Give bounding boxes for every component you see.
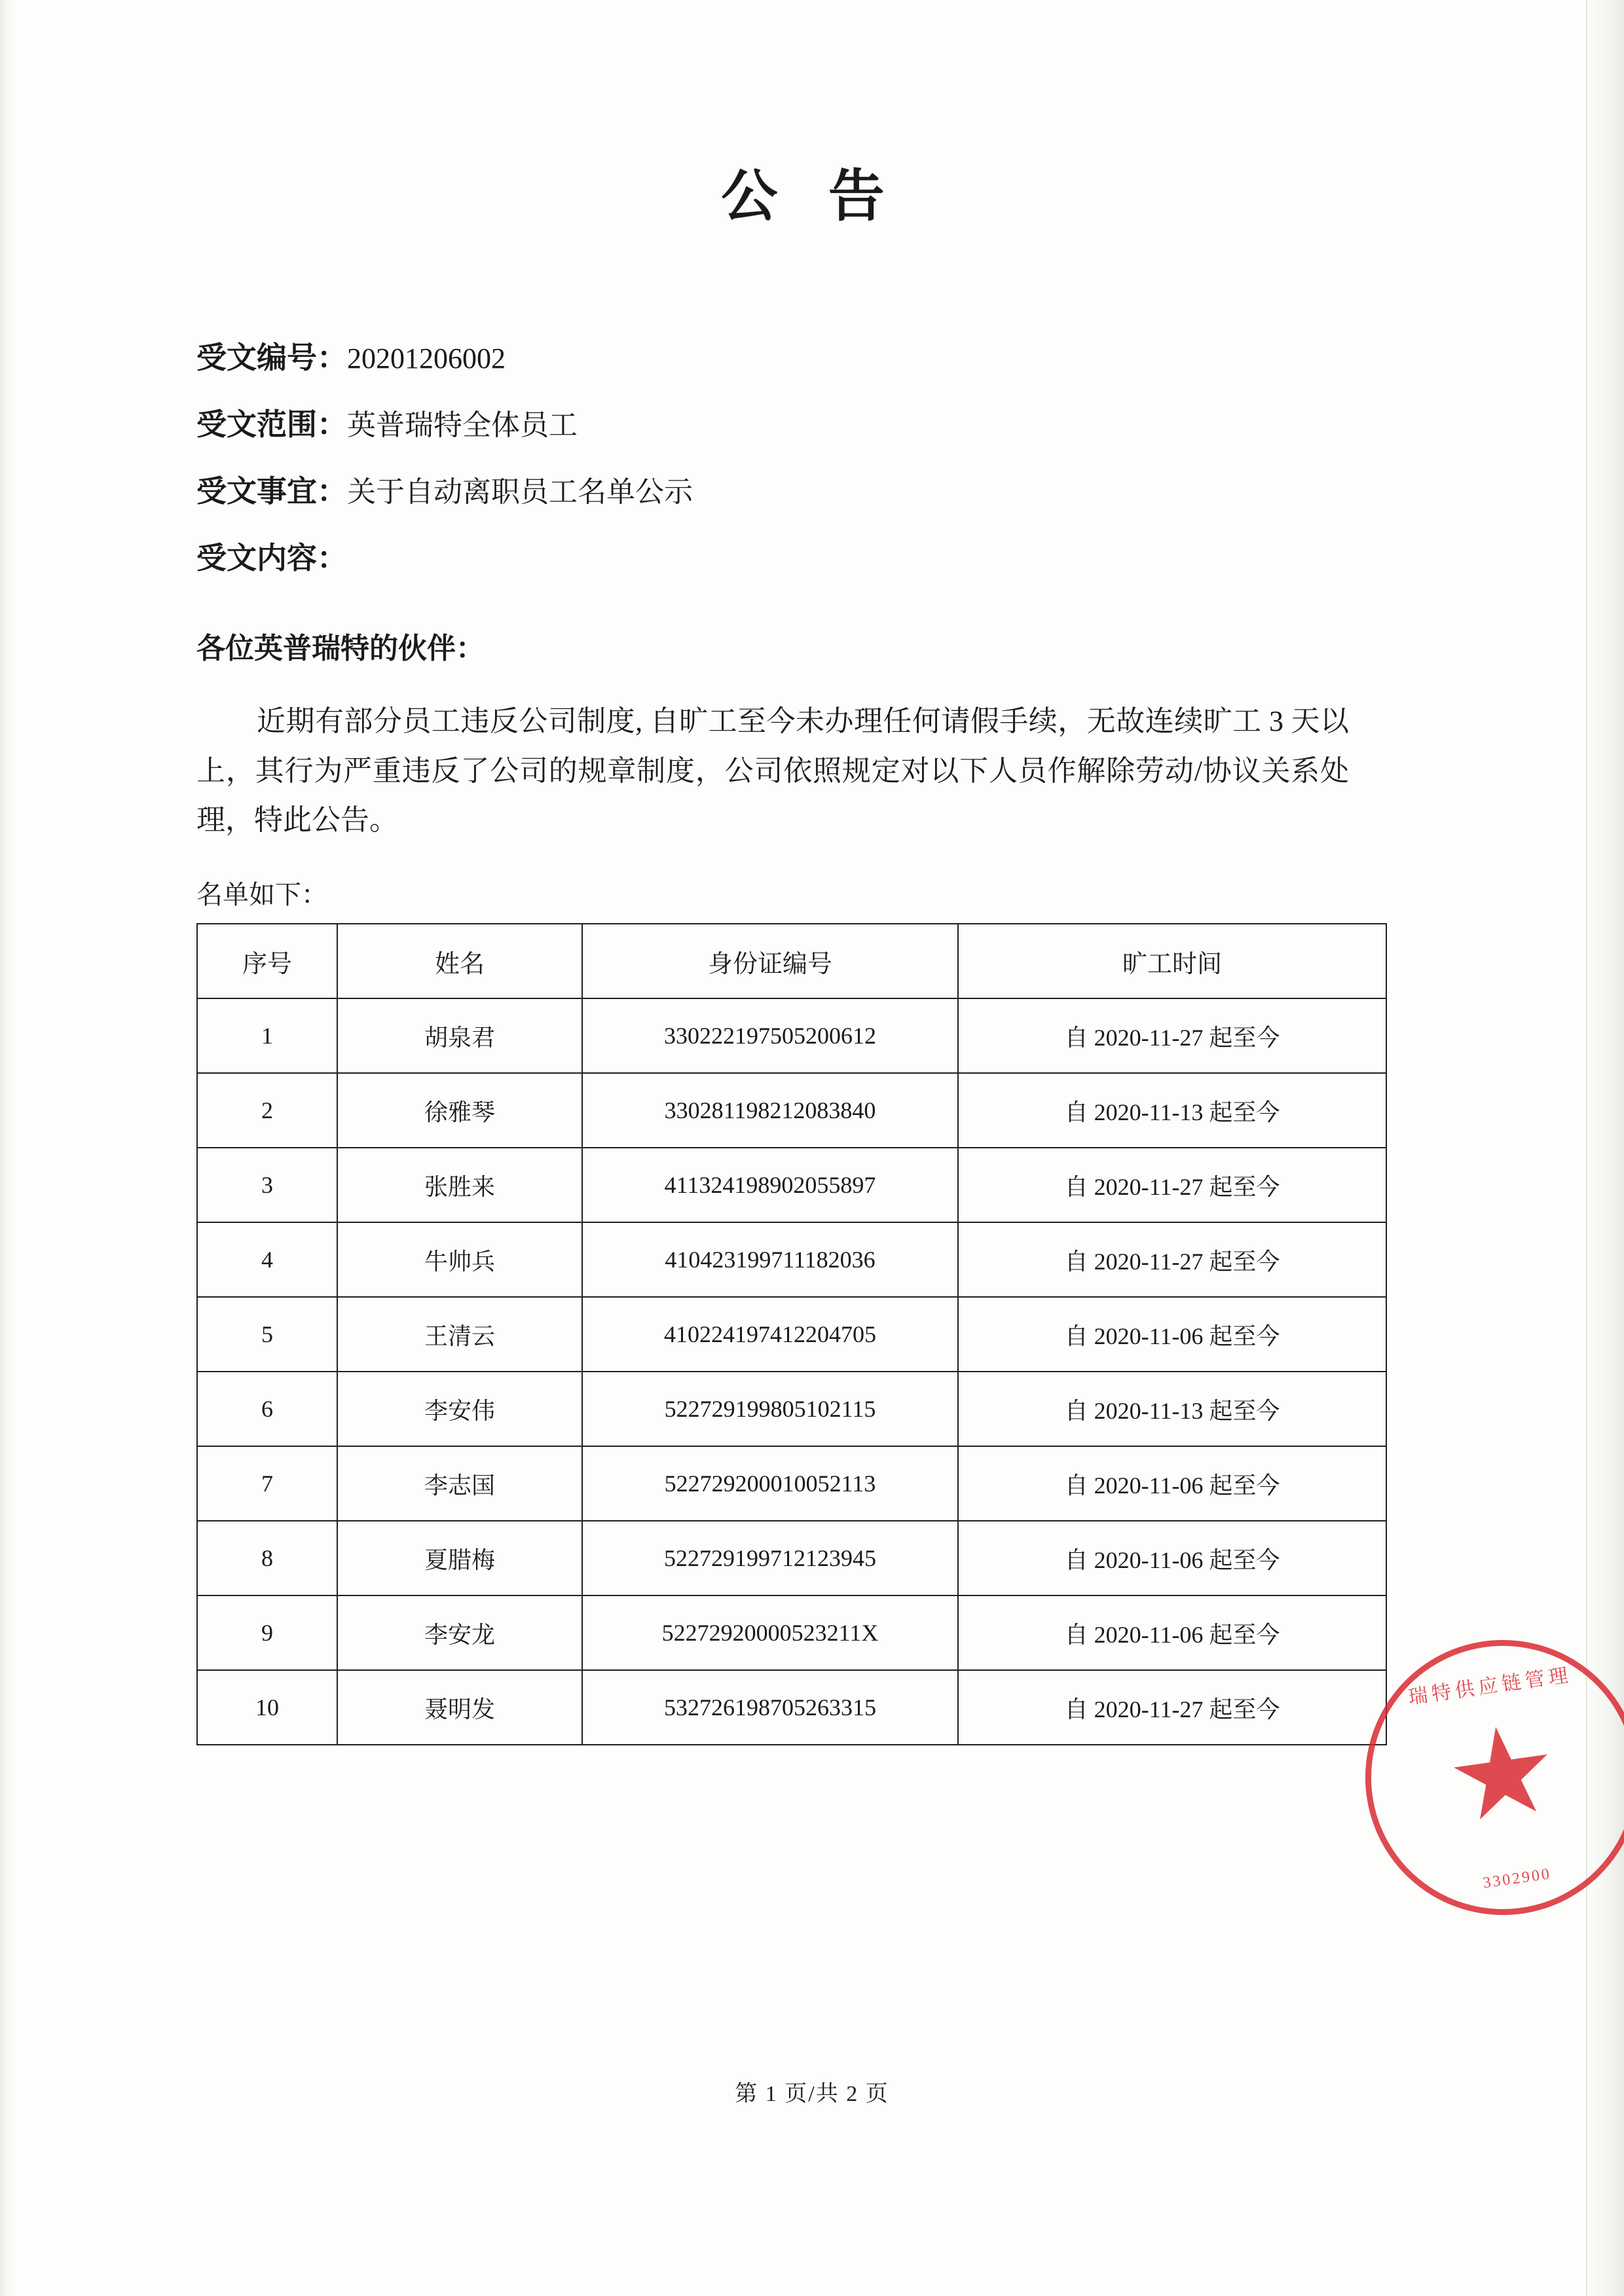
- cell-date: 自 2020-11-27 起至今: [958, 1670, 1386, 1745]
- cell-name: 李安龙: [337, 1595, 582, 1670]
- cell-name: 张胜来: [337, 1148, 582, 1222]
- star-icon: [1447, 1720, 1558, 1831]
- body-paragraph: 近期有部分员工违反公司制度, 自旷工至今未办理任何请假手续，无故连续旷工 3 天以上，其行为严重违反了公司的规章制度，公司依照规定对以下人员作解除劳动/协议关系处理，特此公告。: [196, 705, 1349, 837]
- table-row: [197, 1297, 1386, 1372]
- meta-row-document-number: [196, 343, 1428, 373]
- cell-date: 自 2020-11-27 起至今: [958, 1222, 1386, 1297]
- cell-date: 自 2020-11-13 起至今: [958, 1372, 1386, 1446]
- cell-index: 2: [197, 1073, 337, 1148]
- cell-name: 聂明发: [337, 1670, 582, 1745]
- cell-index: 8: [197, 1521, 337, 1595]
- cell-id: 52272920000523211X: [582, 1595, 958, 1670]
- cell-name: 徐雅琴: [337, 1073, 582, 1148]
- cell-id: 410423199711182036: [582, 1222, 958, 1297]
- cell-name: 李安伟: [337, 1372, 582, 1446]
- cell-name: 夏腊梅: [337, 1521, 582, 1595]
- roster-table: [196, 923, 1387, 1745]
- cell-name: 王清云: [337, 1297, 582, 1372]
- cell-date: 自 2020-11-06 起至今: [958, 1595, 1386, 1670]
- cell-index: 4: [197, 1222, 337, 1297]
- cell-index: 7: [197, 1446, 337, 1521]
- list-label: 名单如下：: [196, 880, 327, 910]
- cell-id: 522729199712123945: [582, 1521, 958, 1595]
- cell-date: 自 2020-11-27 起至今: [958, 1148, 1386, 1222]
- table-row: [197, 1073, 1386, 1148]
- document-content: [196, 0, 1428, 1745]
- column-header-absence-time: 旷工时间: [958, 924, 1386, 998]
- table-row: [197, 998, 1386, 1073]
- table-row: [197, 1372, 1386, 1446]
- cell-date: 自 2020-11-13 起至今: [958, 1073, 1386, 1148]
- meta-value-subject: 关于自动离职员工名单公示: [347, 476, 693, 508]
- cell-id: 410224197412204705: [582, 1297, 958, 1372]
- meta-row-subject: [196, 477, 1428, 507]
- cell-name: 牛帅兵: [337, 1222, 582, 1297]
- cell-name: 胡泉君: [337, 998, 582, 1073]
- scan-edge-left: [0, 0, 17, 2296]
- column-header-index: 序号: [197, 924, 337, 998]
- table-row: [197, 1446, 1386, 1521]
- meta-value-scope: 英普瑞特全体员工: [347, 409, 578, 441]
- cell-date: 自 2020-11-06 起至今: [958, 1446, 1386, 1521]
- table-row: [197, 1670, 1386, 1745]
- meta-label-subject: 受文事宜：: [196, 475, 347, 508]
- cell-date: 自 2020-11-06 起至今: [958, 1521, 1386, 1595]
- table-row: [197, 1222, 1386, 1297]
- meta-label-content: 受文内容：: [196, 541, 347, 575]
- cell-index: 5: [197, 1297, 337, 1372]
- seal-bottom-text: 3302900: [1481, 1865, 1553, 1892]
- table-row: [197, 1595, 1386, 1670]
- page-footer: 第 1 页/共 2 页: [735, 2082, 889, 2106]
- salutation: 各位英普瑞特的伙伴：: [196, 632, 485, 665]
- column-header-name: 姓名: [337, 924, 582, 998]
- cell-id: 330281198212083840: [582, 1073, 958, 1148]
- cell-name: 李志国: [337, 1446, 582, 1521]
- meta-value-document-number: 20201206002: [347, 342, 506, 374]
- cell-index: 3: [197, 1148, 337, 1222]
- cell-id: 522729200010052113: [582, 1446, 958, 1521]
- cell-id: 411324198902055897: [582, 1148, 958, 1222]
- meta-label-scope: 受文范围：: [196, 408, 347, 441]
- meta-label-document-number: 受文编号：: [196, 341, 347, 374]
- meta-row-scope: [196, 410, 1428, 440]
- cell-index: 1: [197, 998, 337, 1073]
- cell-id: 522729199805102115: [582, 1372, 958, 1446]
- cell-index: 9: [197, 1595, 337, 1670]
- scan-edge-right: [1585, 0, 1624, 2296]
- table-header-row: [197, 924, 1386, 998]
- cell-index: 10: [197, 1670, 337, 1745]
- cell-id: 532726198705263315: [582, 1670, 958, 1745]
- table-row: [197, 1148, 1386, 1222]
- cell-index: 6: [197, 1372, 337, 1446]
- meta-row-content: [196, 543, 1428, 574]
- seal-top-text: 瑞特供应链管理: [1407, 1664, 1574, 1709]
- cell-date: 自 2020-11-27 起至今: [958, 998, 1386, 1073]
- column-header-id-number: 身份证编号: [582, 924, 958, 998]
- cell-id: 330222197505200612: [582, 998, 958, 1073]
- table-row: [197, 1521, 1386, 1595]
- scan-fold-line: [1586, 0, 1587, 2296]
- page-title: 公 告: [721, 165, 903, 228]
- cell-date: 自 2020-11-06 起至今: [958, 1297, 1386, 1372]
- meta-block: [196, 343, 1428, 574]
